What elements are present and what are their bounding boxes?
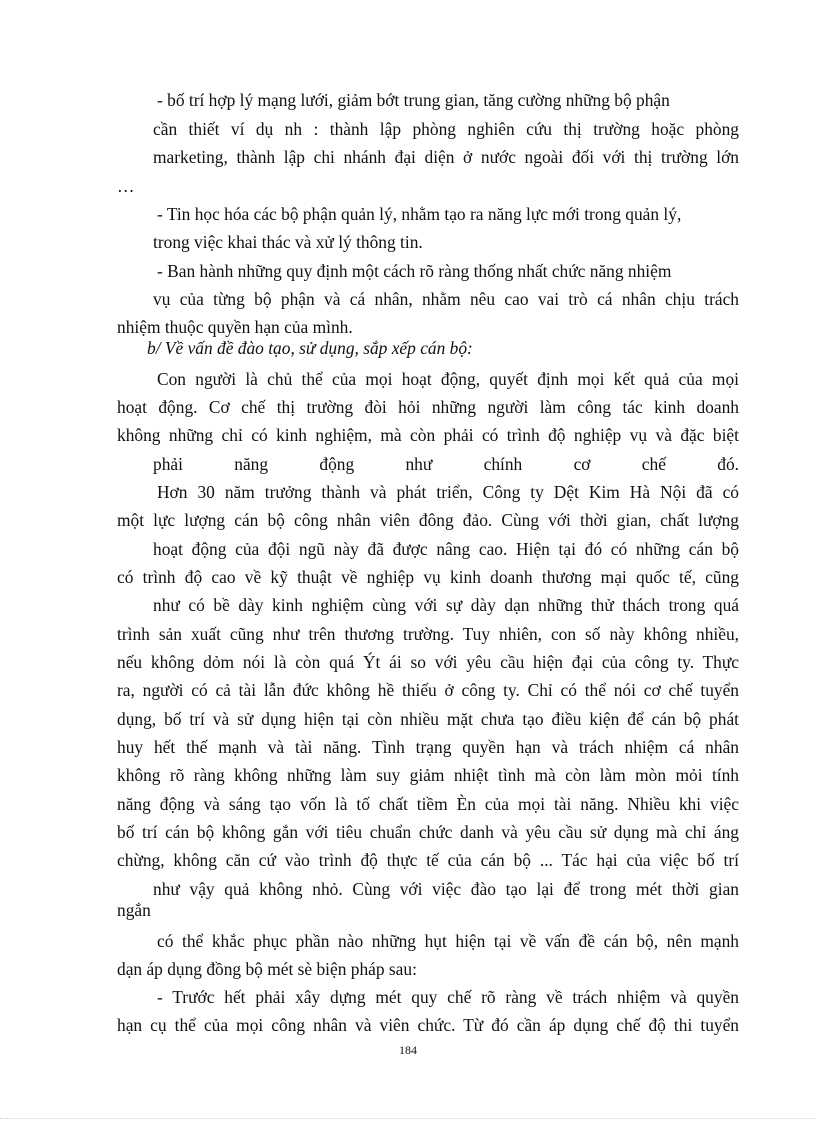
text-line: không rõ ràng không những làm suy giảm nhiệt tình mà còn làm mòn mỏi tính (117, 765, 739, 785)
section-heading: b/ Về vấn đề đào tạo, sử dụng, sắp xếp cán bộ: (147, 338, 473, 358)
text-line: có trình độ cao về kỹ thuật về nghiệp vụ kinh doanh thương mại quốc tế, cũng (117, 567, 739, 587)
text-line: năng động và sáng tạo vốn là tố chất tiềm Èn của mọi tài năng. Nhiều khi việc (117, 794, 739, 814)
text-line: cần thiết ví dụ nh : thành lập phòng nghiên cứu thị trường hoặc phòng (153, 119, 739, 139)
text-line: - Ban hành những quy định một cách rõ ràng thống nhất chức năng nhiệm (157, 261, 672, 281)
text-line: - Trước hết phải xây dựng mét quy chế rõ ràng về trách nhiệm và quyền (157, 987, 739, 1007)
text-line: marketing, thành lập chi nhánh đại diện ở nước ngoài đối với thị trường lớn (153, 147, 739, 167)
text-line: không những chỉ có kinh nghiệm, mà còn phải có trình độ nghiệp vụ và đặc biệt (117, 425, 739, 445)
page-bottom-divider (0, 1118, 816, 1119)
text-line: dụng, bố trí và sử dụng hiện tại còn nhiều mặt chưa tạo điều kiện để cán bộ phát (117, 709, 739, 729)
text-line: … (117, 176, 135, 196)
text-line: huy hết thế mạnh và tài năng. Tình trạng quyền hạn và trách nhiệm cá nhân (117, 737, 739, 757)
text-line: trình sản xuất cũng như trên thương trường. Tuy nhiên, con số này không nhiều, (117, 624, 739, 644)
text-line: có thể khắc phục phần nào những hụt hiện tại về vấn đề cán bộ, nên mạnh (157, 931, 739, 951)
text-line: chừng, không căn cứ vào trình độ thực tế của cán bộ ... Tác hại của việc bố trí (117, 850, 739, 870)
text-line: ngắn (117, 900, 151, 920)
text-line: dạn áp dụng đồng bộ mét sè biện pháp sau: (117, 959, 417, 979)
text-line: một lực lượng cán bộ công nhân viên đông đảo. Cùng với thời gian, chất lượng (117, 510, 739, 530)
page-number: 184 (399, 1043, 417, 1057)
text-line: - bố trí hợp lý mạng lưới, giảm bớt trung gian, tăng cường những bộ phận (157, 90, 670, 110)
text-line: nhiệm thuộc quyền hạn của mình. (117, 317, 353, 337)
text-line: nếu không dỏm nói là còn quá Ýt ái so với yêu cầu hiện đại của công ty. Thực (117, 652, 739, 672)
text-line: trong việc khai thác và xử lý thông tin. (153, 232, 423, 252)
text-line: bố trí cán bộ không gắn với tiêu chuẩn chức danh và yêu cầu sử dụng mà chỉ áng (117, 822, 739, 842)
text-line: như có bề dày kinh nghiệm cùng với sự dày dạn những thử thách trong quá (153, 595, 739, 615)
text-line: phải năng động như chính cơ chế đó. (153, 454, 739, 474)
text-line: vụ của từng bộ phận và cá nhân, nhằm nêu cao vai trò cá nhân chịu trách (153, 289, 739, 309)
text-line: hoạt động của đội ngũ này đã được nâng cao. Hiện tại đó có những cán bộ (153, 539, 739, 559)
text-line: Hơn 30 năm trưởng thành và phát triển, Công ty Dệt Kim Hà Nội đã có (157, 482, 739, 502)
text-line: hoạt động. Cơ chế thị trường đòi hỏi những người làm công tác kinh doanh (117, 397, 739, 417)
text-line: - Tin học hóa các bộ phận quản lý, nhằm tạo ra năng lực mới trong quản lý, (157, 204, 682, 224)
text-line: như vậy quả không nhỏ. Cùng với việc đào tạo lại để trong mét thời gian (153, 879, 739, 899)
text-line: hạn cụ thể của mọi công nhân và viên chức. Từ đó cần áp dụng chế độ thi tuyển (117, 1015, 739, 1035)
text-line: Con người là chủ thể của mọi hoạt động, quyết định mọi kết quả của mọi (157, 369, 739, 389)
text-line: ra, người có cả tài lẫn đức không hề thiếu ở công ty. Chỉ có thể nói cơ chế tuyển (117, 680, 739, 700)
